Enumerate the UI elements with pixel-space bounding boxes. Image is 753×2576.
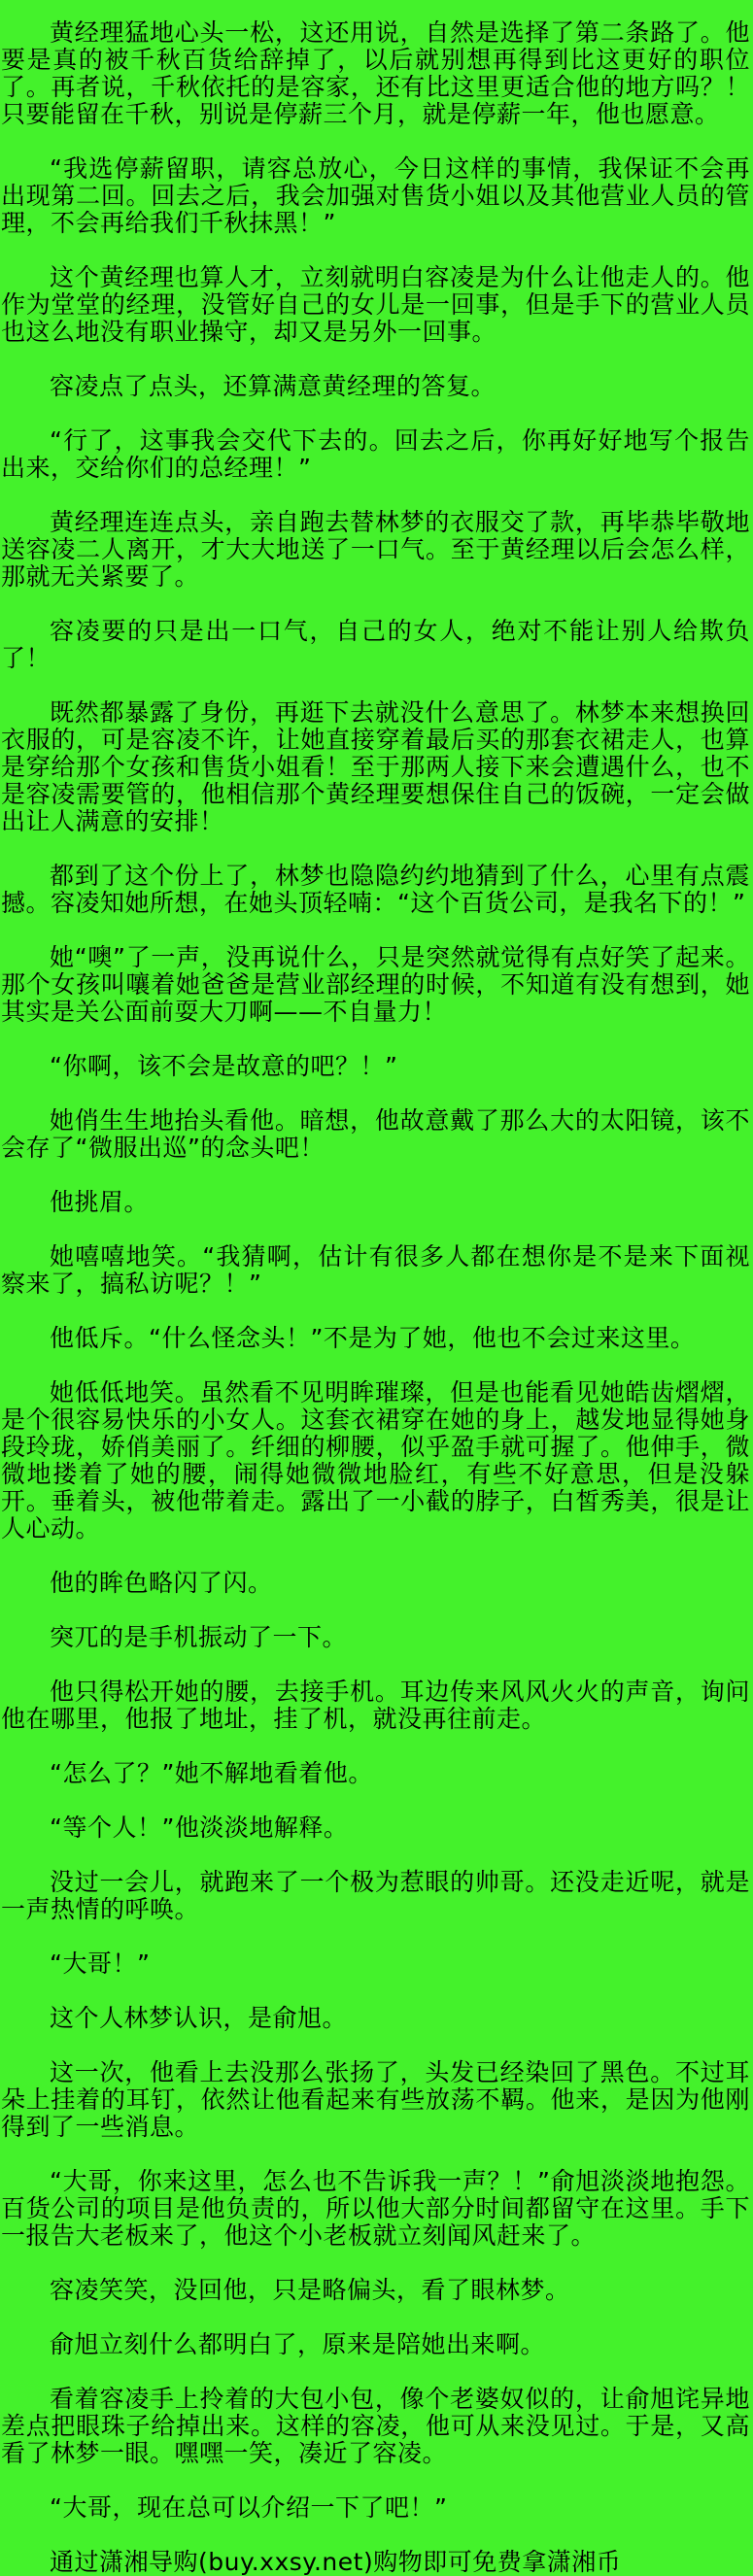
novel-paragraph: 她低低地笑。虽然看不见明眸璀璨，但是也能看见她皓齿熠熠，是个很容易快乐的小女人。这套衣裙穿在她的身上，越发地显得她身段玲珑，娇俏美丽了。纤细的柳腰，似乎盈手就可握了。他伸手，微微地搂着了她的腰，闹得她微微地脸红，有些不好意思，但是没躲开。垂着头，被他带着走。露出了一小截的脖子，白皙秀美，很是让人心动。 [1, 1378, 750, 1542]
novel-paragraph: 她嘻嘻地笑。“我猜啊，估计有很多人都在想你是不是来下面视察来了，搞私访呢？！” [1, 1242, 750, 1298]
novel-paragraph: 既然都暴露了身份，再逛下去就没什么意思了。林梦本来想换回衣服的，可是容凌不许，让她直接穿着最后买的那套衣裙走人，也算是穿给那个女孩和售货小姐看！至于那两人接下来会遭遇什么，也不是容凌需要管的，他相信那个黄经理要想保住自己的饭碗，一定会做出让人满意的安排！ [1, 698, 750, 835]
novel-paragraph: 她俏生生地抬头看他。暗想，他故意戴了那么大的太阳镜，该不会存了“微服出巡”的念头吧！ [1, 1106, 750, 1162]
novel-paragraph: 没过一会儿，就跑来了一个极为惹眼的帅哥。还没走近呢，就是一声热情的呼唤。 [1, 1868, 750, 1923]
dialogue-paragraph: “你啊，该不会是故意的吧？！” [50, 1052, 398, 1080]
dialogue-paragraph: “我选停薪留职，请容总放心，今日这样的事情，我保证不会再出现第二回。回去之后，我会加强对售货小姐以及其他营业人员的管理，不会再给我们千秋抹黑！” [1, 154, 750, 237]
novel-paragraph: 她“噢”了一声，没再说什么，只是突然就觉得有点好笑了起来。那个女孩叫嚷着她爸爸是营业部经理的时候，不知道有没有想到，她其实是关公面前耍大刀啊——不自量力！ [1, 943, 750, 1026]
dialogue-paragraph: “等个人！”他淡淡地解释。 [50, 1813, 349, 1842]
novel-paragraph: 这一次，他看上去没那么张扬了，头发已经染回了黑色。不过耳朵上挂着的耳钉，依然让他看起来有些放荡不羁。他来，是因为他刚得到了一些消息。 [1, 2058, 750, 2141]
novel-paragraph: 他低斥。“什么怪念头！”不是为了她，他也不会过来这里。 [50, 1324, 696, 1352]
dialogue-paragraph: “怎么了？”她不解地看着他。 [50, 1759, 373, 1787]
novel-paragraph: 容凌点了点头，还算满意黄经理的答复。 [50, 372, 496, 400]
novel-paragraph: 容凌笑笑，没回他，只是略偏头，看了眼林梦。 [50, 2276, 570, 2304]
novel-paragraph: 这个黄经理也算人才，立刻就明白容凌是为什么让他走人的。他作为堂堂的经理，没管好自己的女儿是一回事，但是手下的营业人员也这么地没有职业操守，却又是另外一回事。 [1, 263, 750, 346]
novel-paragraph: 他的眸色略闪了闪。 [50, 1569, 273, 1597]
dialogue-paragraph: “行了，这事我会交代下去的。回去之后，你再好好地写个报告出来，交给你们的总经理！” [1, 426, 750, 482]
novel-paragraph: 突兀的是手机振动了一下。 [50, 1623, 348, 1651]
novel-paragraph: 黄经理连连点头，亲自跑去替林梦的衣服交了款，再毕恭毕敬地送容凌二人离开，才大大地送了一口气。至于黄经理以后会怎么样，那就无关紧要了。 [1, 508, 750, 591]
novel-paragraph: 这个人林梦认识，是俞旭。 [50, 2004, 348, 2032]
dialogue-paragraph: “大哥，你来这里，怎么也不告诉我一声？！”俞旭淡淡地抱怨。百货公司的项目是他负责的，所以他大部分时间都留守在这里。手下一报告大老板来了，他这个小老板就立刻闻风赶来了。 [1, 2167, 750, 2250]
novel-paragraph: 他挑眉。 [50, 1188, 150, 1216]
novel-paragraph: 俞旭立刻什么都明白了，原来是陪她出来啊。 [50, 2330, 546, 2358]
novel-paragraph: 容凌要的只是出一口气，自己的女人，绝对不能让别人给欺负了！ [1, 617, 750, 672]
novel-paragraph: 黄经理猛地心头一松，这还用说，自然是选择了第二条路了。他要是真的被千秋百货给辞掉了，以后就别想再得到比这更好的职位了。再者说，千秋依托的是容家，还有比这里更适合他的地方吗？！只要能留在千秋，别说是停薪三个月，就是停薪一年，他也愿意。 [1, 18, 750, 128]
novel-paragraph: 他只得松开她的腰，去接手机。耳边传来风风火火的声音，询问他在哪里，他报了地址，挂了机，就没再往前走。 [1, 1678, 750, 1733]
promo-footer-text: 通过潇湘导购(buy.xxsy.net)购物即可免费拿潇湘币 [50, 2548, 622, 2576]
dialogue-paragraph: “大哥，现在总可以介绍一下了吧！” [50, 2493, 448, 2522]
novel-paragraph: 看着容凌手上拎着的大包小包，像个老婆奴似的，让俞旭诧异地差点把眼珠子给掉出来。这样的容凌，他可从来没见过。于是，又高看了林梦一眼。嘿嘿一笑，凑近了容凌。 [1, 2385, 750, 2467]
dialogue-paragraph: “大哥！” [50, 1949, 151, 1978]
novel-paragraph: 都到了这个份上了，林梦也隐隐约约地猜到了什么，心里有点震撼。容凌知她所想，在她头顶轻喃：“这个百货公司，是我名下的！” [1, 862, 750, 917]
